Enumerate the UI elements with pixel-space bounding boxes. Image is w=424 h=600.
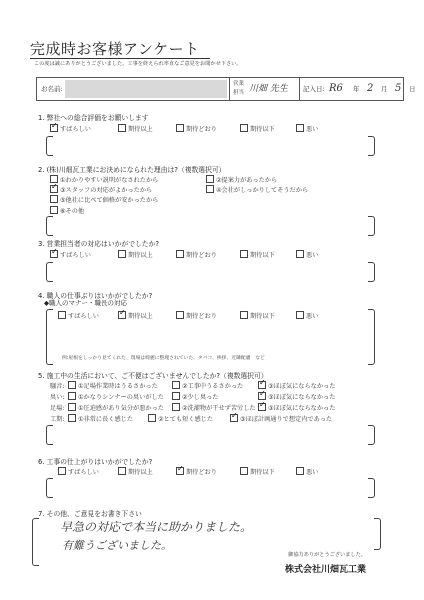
checkbox[interactable] [118,311,126,319]
checkbox[interactable] [176,467,184,475]
checkbox[interactable] [176,250,184,258]
checkbox[interactable] [240,311,248,319]
date-year[interactable]: R6 [329,83,343,94]
q3-comment-bracket-right [368,262,375,282]
q6-option-4[interactable]: 期待以下 [240,467,275,476]
q7-comment-line-2[interactable]: 有難うございました。 [62,539,172,552]
checkbox[interactable] [172,381,180,389]
q3-comment-bracket-left [46,262,53,282]
sales-value[interactable]: 川畑 先生 [249,84,288,94]
day-unit: 日 [409,85,416,93]
q1-comment-bracket-right [368,136,375,156]
checkbox[interactable] [240,250,248,258]
q4-option-4[interactable]: 期待以下 [240,311,275,320]
checkbox[interactable] [68,381,76,389]
date-day[interactable]: 5 [395,83,402,94]
name-label: お名前: [41,85,63,93]
intro-text: この度は誠にありがとうございました。工事を終えられ率直なご意見をお聞かせ下さい。 [34,61,242,67]
year-unit: 年 [353,85,360,93]
q5-noise-option-1[interactable]: ①足場作業時はうるさかった [68,381,158,390]
q6-option-1[interactable]: すばらしい [58,467,99,476]
thanks-text: 御協力ありがとうございました。 [288,552,366,558]
checkbox[interactable] [240,467,248,475]
q5-period-option-1[interactable]: ①非常に長く感じた [68,414,133,423]
divider [299,78,300,100]
q4-option-2[interactable]: ✓ 期待以上 [118,311,153,320]
checkbox[interactable] [172,392,180,400]
checkbox[interactable] [58,467,66,475]
q2-title: 2. (株)川畑瓦工業にお決めになられた理由は?（複数選択可） [38,166,226,174]
q4-comment-bracket-right [368,309,375,365]
q5-smell-option-3[interactable]: ✓ ③ほぼ気にならなかった [258,392,335,401]
q5-scaffold-option-1[interactable]: ①圧迫感があり気分が悪かった [68,403,164,412]
checkbox[interactable] [118,250,126,258]
q1-option-4[interactable]: 期待以下 [240,124,275,133]
q3-option-3[interactable]: 期待どおり [176,250,217,259]
company-name: 株式会社川畑瓦工業 [284,565,366,575]
q7-title: 7. その他、ご意見をお書き下さい [38,510,142,518]
q5-period-option-3[interactable]: ✓ ③ほぼ計画通りで想定内であった [230,414,332,423]
q2-comment-bracket-right [368,216,375,236]
q6-title: 6. 工事の仕上がりはいかがでしたか? [38,458,153,466]
q6-comment-bracket-left [46,478,53,498]
q2-option-1[interactable]: ①わかりやすい説明がなされたから [50,175,158,184]
q3-option-5[interactable]: 悪い [296,250,318,259]
checkbox[interactable] [258,381,266,389]
q2-comment-bracket-left [46,216,53,236]
month-unit: 月 [381,85,388,93]
checkbox[interactable] [118,467,126,475]
q4-option-3[interactable]: 期待どおり [176,311,217,320]
q3-title: 3. 営業担当者の対応はいかがでしたか? [38,240,160,248]
q7-comment-bracket-left [32,518,39,566]
q6-option-2[interactable]: 期待以上 [118,467,153,476]
title-underline [30,58,210,59]
q5-noise-option-2[interactable]: ②工事中うるさかった [172,381,243,390]
q1-option-5[interactable]: 悪い [296,124,318,133]
q5-comment-bracket-right [368,425,375,445]
checkbox[interactable] [258,392,266,400]
name-field[interactable] [65,80,227,98]
checkbox[interactable] [50,185,58,193]
q5-scaffold-option-2[interactable]: ②洗濯物が干せず苦労した [172,403,256,412]
q4-option-5[interactable]: 悪い [296,311,318,320]
q1-title: 1. 弊社への総合評価をお願いします [38,114,149,122]
page-title: 完成時お客様アンケート [30,40,200,58]
q4-comment-bracket-left [46,309,53,365]
checkbox[interactable] [58,311,66,319]
q7-comment-bracket-right [374,518,381,550]
q4-title: 4. 職人の仕事ぶりはいかがでしたか? [38,292,153,300]
checkbox[interactable] [240,124,248,132]
q5-period-option-2[interactable]: ②とても短く感じた [148,414,213,423]
checkbox[interactable] [148,414,156,422]
q4-option-1[interactable]: すばらしい [58,311,99,320]
divider [229,78,230,100]
q6-option-3[interactable]: ✓ 期待どおり [176,467,217,476]
q5-noise-option-3[interactable]: ✓ ③ほぼ気にならなかった [258,381,335,390]
q2-option-5[interactable]: ⑤他社に比べて価格が安かったから [50,195,158,204]
checkbox[interactable] [68,403,76,411]
q5-row-label: 騒音: [50,383,65,390]
q2-option-3[interactable]: ✓③スタッフの対応がよかったから [50,185,152,194]
checkbox[interactable] [50,195,58,203]
q3-option-1[interactable]: ✓すばらしい [50,250,91,259]
q1-option-2[interactable]: 期待以上 [118,124,153,133]
q3-option-2[interactable]: 期待以上 [118,250,153,259]
q2-option-6[interactable]: ⑥その他 [50,206,84,215]
q6-option-5[interactable]: 悪い [296,467,318,476]
q5-title: 5. 施工中の生活において、ご不便はございませんでしたか?（複数選択可） [38,372,268,380]
q4-subtitle: ◆職人のマナー・職長の対応 [44,299,127,307]
checkbox[interactable] [50,250,58,258]
q4-note: 例:屋根をしっかり見てくれた、現場は綺麗に整理されていた、タバコ、挨拶、近隣配慮 など [62,356,265,361]
checkbox[interactable] [296,311,304,319]
q7-comment-line-1[interactable]: 早急の対応で本当に助かりました。 [60,520,253,534]
checkbox[interactable] [68,392,76,400]
checkbox[interactable] [176,124,184,132]
checkbox[interactable] [68,414,76,422]
q5-row-label: 工期: [50,416,65,423]
checkbox[interactable] [296,250,304,258]
checkbox[interactable] [172,403,180,411]
checkbox[interactable] [296,467,304,475]
checkbox[interactable] [50,206,58,214]
header-box [36,77,416,101]
q2-option-2[interactable]: ②提案力があったから [206,175,277,184]
q5-smell-option-1[interactable]: ①かなりシンナーの臭いがした [68,392,164,401]
checkbox[interactable] [176,311,184,319]
q1-option-1[interactable]: ✓すばらしい [50,124,91,133]
checkbox[interactable] [258,403,266,411]
date-month[interactable]: 2 [367,83,374,94]
q1-option-3[interactable]: 期待どおり [176,124,217,133]
checkbox[interactable] [230,414,238,422]
q5-row-label: 臭い: [50,394,65,401]
checkbox[interactable] [206,175,214,183]
q5-smell-option-2[interactable]: ②少し臭った [172,392,218,401]
q5-row-label: 足場: [50,405,65,412]
checkbox[interactable] [296,124,304,132]
sales-label: 営業担当 [233,81,245,96]
q5-scaffold-option-3[interactable]: ✓ ③ほぼ気にならなかった [258,403,335,412]
q5-comment-bracket-left [46,425,53,445]
checkbox[interactable] [206,185,214,193]
checkbox[interactable] [118,124,126,132]
q2-option-4[interactable]: ④会社がしっかりしてそうだから [206,185,308,194]
date-label: 記入日: [303,85,325,93]
q1-comment-bracket-left [46,136,53,156]
q3-option-4[interactable]: 期待以下 [240,250,275,259]
q6-comment-bracket-right [368,478,375,498]
checkbox[interactable] [50,124,58,132]
